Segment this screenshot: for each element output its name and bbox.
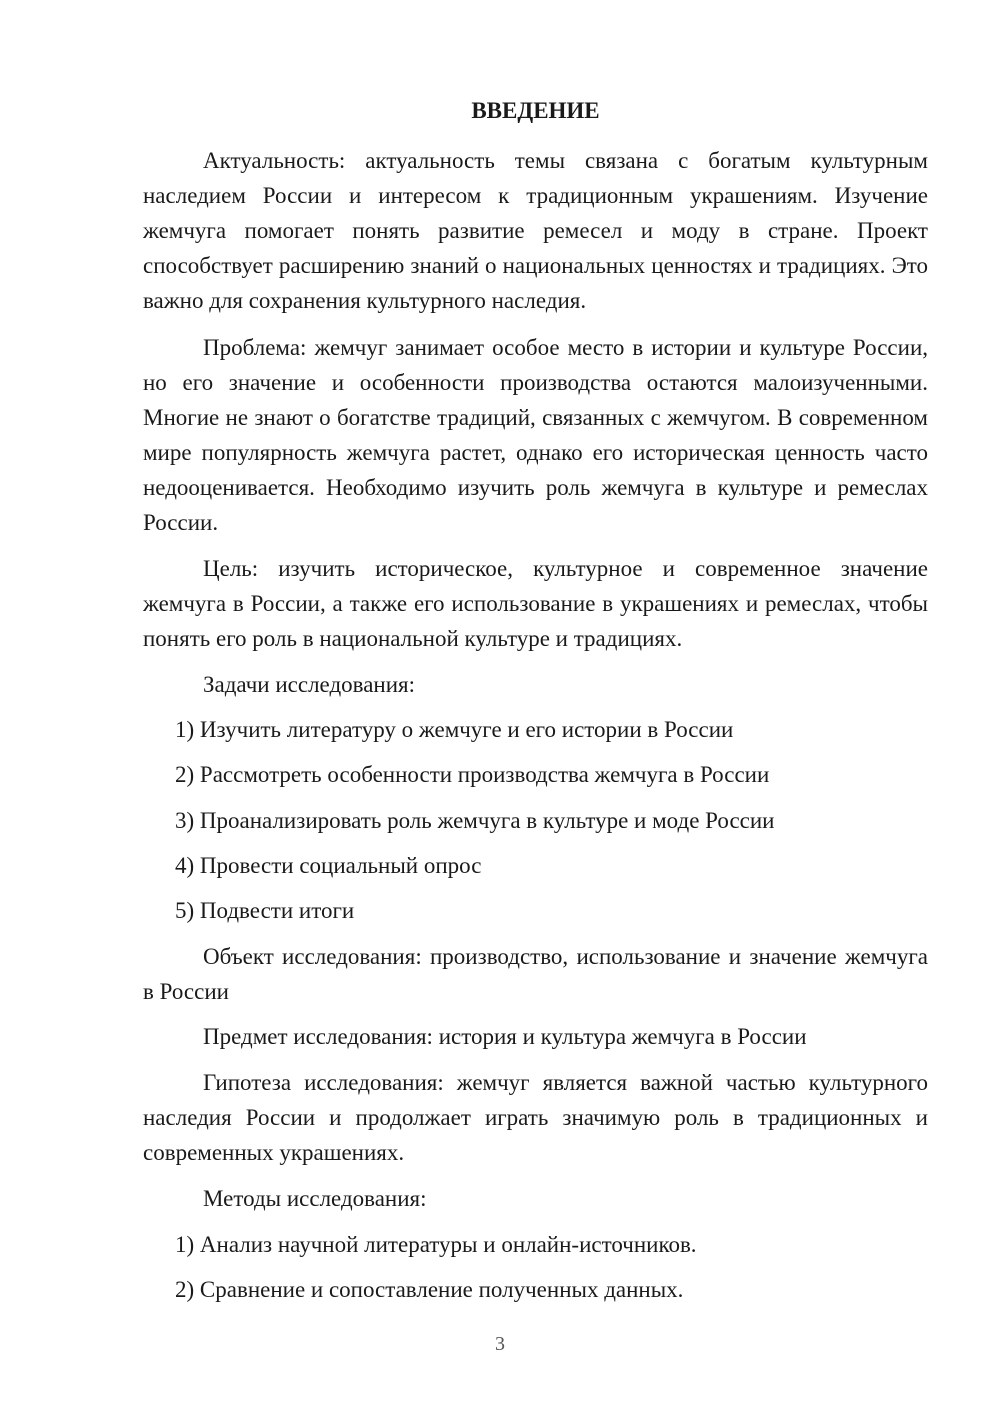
task-item: 3) Проанализировать роль жемчуга в культуре и моде России — [175, 808, 775, 833]
relevance-paragraph: Актуальность: актуальность темы связана с богатым культурным наследием России и интересом к традиционным украшениям. Изучение жемчуга помогает понять развитие ремесел и моду в стране. Проект способствует расширению знаний о национальных ценностях и традициях. Это важно для сохранения культурного наследия. — [143, 148, 928, 313]
task-item: 2) Рассмотреть особенности производства жемчуга в России — [175, 762, 770, 787]
page-title: ВВЕДЕНИЕ — [471, 98, 600, 123]
task-item: 1) Изучить литературу о жемчуге и его истории в России — [175, 717, 734, 742]
method-item: 1) Анализ научной литературы и онлайн-источников. — [175, 1232, 697, 1257]
tasks-heading: Задачи исследования: — [203, 672, 416, 697]
page-number: 3 — [495, 1333, 505, 1355]
goal-paragraph: Цель: изучить историческое, культурное и современное значение жемчуга в России, а также его использование в украшениях и ремеслах, чтобы понять его роль в национальной культуре и традициях. — [143, 556, 928, 651]
method-item: 2) Сравнение и сопоставление полученных данных. — [175, 1277, 684, 1302]
object-paragraph: Объект исследования: производство, использование и значение жемчуга в России — [143, 944, 928, 1004]
task-item: 4) Провести социальный опрос — [175, 853, 482, 878]
problem-paragraph: Проблема: жемчуг занимает особое место в истории и культуре России, но его значение и особенности производства остаются малоизученными. Многие не знают о богатстве традиций, связанных с жемчугом. В современном мире популярность жемчуга растет, однако его историческая ценность часто недооценивается. Необходимо изучить роль жемчуга в культуре и ремеслах России. — [143, 335, 928, 535]
task-item: 5) Подвести итоги — [175, 898, 355, 923]
methods-heading: Методы исследования: — [203, 1186, 427, 1211]
hypothesis-paragraph: Гипотеза исследования: жемчуг является важной частью культурного наследия России и продолжает играть значимую роль в традиционных и современных украшениях. — [143, 1070, 928, 1165]
subject-paragraph: Предмет исследования: история и культура жемчуга в России — [203, 1024, 807, 1049]
